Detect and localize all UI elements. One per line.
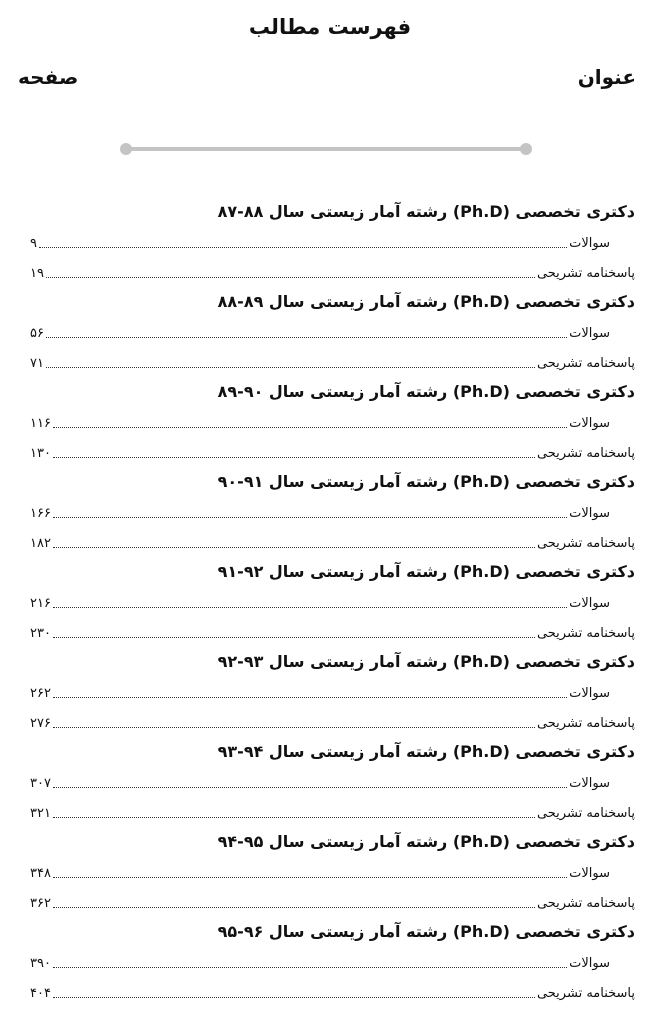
entry-label: پاسخنامه تشریحی: [536, 266, 635, 281]
page-number: ۳۶۲: [30, 896, 51, 911]
toc-entry[interactable]: [30, 347, 635, 377]
dot-leader: [53, 607, 567, 608]
toc-entry[interactable]: [30, 437, 635, 467]
page-number: ۲۳۰: [30, 626, 51, 641]
dot-leader: [53, 787, 567, 788]
toc-entry[interactable]: [30, 617, 635, 647]
entry-label: پاسخنامه تشریحی: [536, 806, 635, 821]
dot-leader: [53, 517, 567, 518]
entry-label: سوالات: [569, 506, 610, 521]
dot-leader: [46, 277, 535, 278]
entry-label: پاسخنامه تشریحی: [536, 446, 635, 461]
toc-entry[interactable]: [30, 977, 635, 1007]
entry-label: پاسخنامه تشریحی: [536, 716, 635, 731]
page-number: ۲۱۶: [30, 596, 51, 611]
page-number: ۲۶۲: [30, 686, 51, 701]
toc-entry[interactable]: [30, 257, 635, 287]
dot-leader: [53, 907, 535, 908]
page-number: ۱۹: [30, 266, 44, 281]
divider-left-dot: [120, 143, 132, 155]
page-number: ۴۰۴: [30, 986, 51, 1001]
column-header-title: عنوان: [577, 65, 636, 89]
page-number: ۳۲۱: [30, 806, 51, 821]
dot-leader: [53, 697, 567, 698]
dot-leader: [53, 877, 567, 878]
page-number: ۱۸۲: [30, 536, 51, 551]
table-of-contents: [30, 197, 635, 1007]
toc-entry[interactable]: [30, 767, 635, 797]
entry-label: سوالات: [569, 596, 610, 611]
dot-leader: [53, 817, 535, 818]
dot-leader: [53, 457, 535, 458]
dot-leader: [53, 997, 535, 998]
section-heading[interactable]: دکتری تخصصی (Ph.D) رشته آمار زیستی سال ۸۹-۸۸: [217, 292, 635, 311]
entry-label: پاسخنامه تشریحی: [536, 986, 635, 1001]
section-heading[interactable]: دکتری تخصصی (Ph.D) رشته آمار زیستی سال ۹۳-۹۲: [217, 652, 635, 671]
section-heading[interactable]: دکتری تخصصی (Ph.D) رشته آمار زیستی سال ۹۰-۸۹: [217, 382, 635, 401]
dot-leader: [53, 967, 567, 968]
page-number: ۱۳۰: [30, 446, 51, 461]
dot-leader: [53, 727, 535, 728]
toc-entry[interactable]: [30, 527, 635, 557]
page-number: ۱۶۶: [30, 506, 51, 521]
dot-leader: [39, 247, 567, 248]
entry-label: پاسخنامه تشریحی: [536, 626, 635, 641]
toc-entry[interactable]: [30, 677, 635, 707]
entry-label: سوالات: [569, 776, 610, 791]
dot-leader: [53, 427, 567, 428]
decorative-divider: [126, 147, 526, 151]
entry-label: پاسخنامه تشریحی: [536, 896, 635, 911]
entry-label: پاسخنامه تشریحی: [536, 536, 635, 551]
section-heading[interactable]: دکتری تخصصی (Ph.D) رشته آمار زیستی سال ۹۶-۹۵: [217, 922, 635, 941]
section-heading[interactable]: دکتری تخصصی (Ph.D) رشته آمار زیستی سال ۹۲-۹۱: [217, 562, 635, 581]
divider-right-dot: [520, 143, 532, 155]
entry-label: پاسخنامه تشریحی: [536, 356, 635, 371]
page-number: ۳۴۸: [30, 866, 51, 881]
page-number: ۳۹۰: [30, 956, 51, 971]
toc-entry[interactable]: [30, 497, 635, 527]
section-heading[interactable]: دکتری تخصصی (Ph.D) رشته آمار زیستی سال ۸۸-۸۷: [217, 202, 635, 221]
toc-entry[interactable]: [30, 797, 635, 827]
toc-entry[interactable]: [30, 947, 635, 977]
entry-label: سوالات: [569, 236, 610, 251]
toc-entry[interactable]: [30, 227, 635, 257]
column-header-page: صفحه: [18, 65, 79, 89]
section-heading[interactable]: دکتری تخصصی (Ph.D) رشته آمار زیستی سال ۹۴-۹۳: [217, 742, 635, 761]
toc-entry[interactable]: [30, 707, 635, 737]
page-number: ۵۶: [30, 326, 44, 341]
dot-leader: [46, 337, 567, 338]
entry-label: سوالات: [569, 686, 610, 701]
entry-label: سوالات: [569, 326, 610, 341]
dot-leader: [53, 637, 535, 638]
page-title: فهرست مطالب: [248, 15, 412, 39]
page-number: ۳۰۷: [30, 776, 51, 791]
toc-entry[interactable]: [30, 407, 635, 437]
page-number: ۲۷۶: [30, 716, 51, 731]
entry-label: سوالات: [569, 956, 610, 971]
entry-label: سوالات: [569, 866, 610, 881]
dot-leader: [46, 367, 535, 368]
toc-entry[interactable]: [30, 587, 635, 617]
toc-entry[interactable]: [30, 857, 635, 887]
page-number: ۹: [30, 236, 37, 251]
entry-label: سوالات: [569, 416, 610, 431]
section-heading[interactable]: دکتری تخصصی (Ph.D) رشته آمار زیستی سال ۹۵-۹۴: [217, 832, 635, 851]
toc-entry[interactable]: [30, 317, 635, 347]
dot-leader: [53, 547, 535, 548]
toc-entry[interactable]: [30, 887, 635, 917]
page-number: ۷۱: [30, 356, 44, 371]
section-heading[interactable]: دکتری تخصصی (Ph.D) رشته آمار زیستی سال ۹۱-۹۰: [217, 472, 635, 491]
page-number: ۱۱۶: [30, 416, 51, 431]
